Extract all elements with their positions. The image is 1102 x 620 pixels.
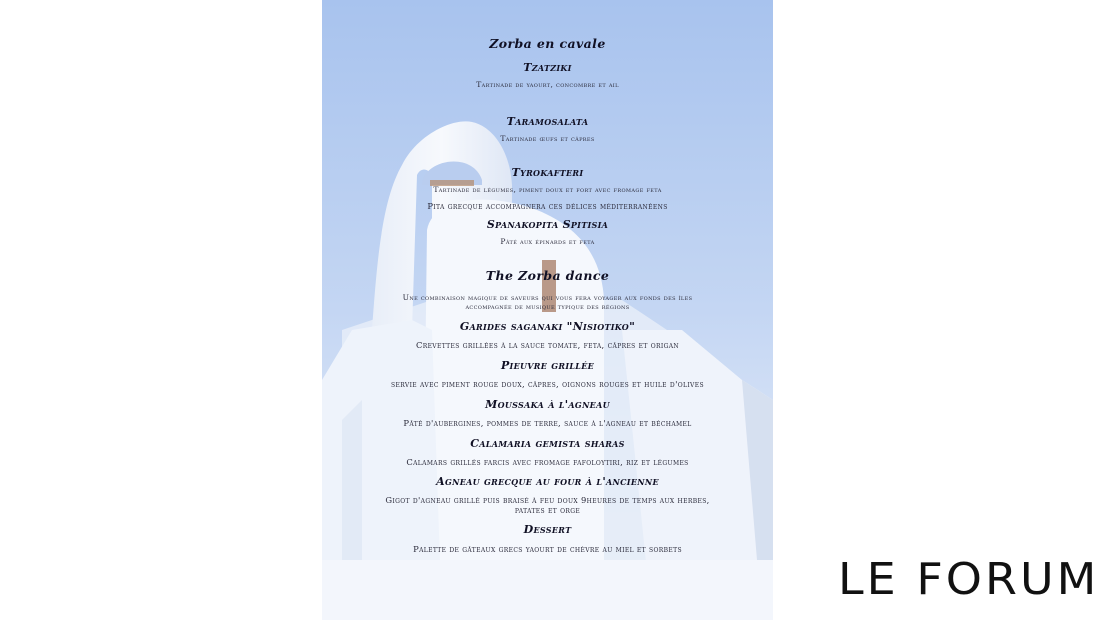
dish-name-taramosalata: Taramosalata <box>506 115 589 128</box>
section-title-zorba-dance: The Zorba dance <box>485 268 610 283</box>
dish-description-agneau-line-2: patates et orge <box>514 505 581 515</box>
dish-description-spanakopita: Pâté aux épinards et feta <box>500 237 595 246</box>
dish-description-pieuvre: servie avec piment rouge doux, câpres, oignons rouges et huile d'olives <box>391 379 704 389</box>
dish-description-tyrokafteri: Tartinade de légumes, piment doux et fort avec fromage feta <box>433 185 662 194</box>
section-intro-line-1: Une combinaison magique de saveurs qui vous fera voyager aux fonds des îles <box>402 293 693 302</box>
pita-note: Pita grecque accompagnera ces délices méditerranéens <box>427 201 668 211</box>
dish-name-moussaka: Moussaka à l'agneau <box>485 398 610 411</box>
dish-description-garides: Crevettes grillées à la sauce tomate, feta, câpres et origan <box>415 340 680 350</box>
menu-page <box>322 0 773 620</box>
dish-name-agneau: Agneau grecque au four à l'ancienne <box>436 475 659 488</box>
dish-description-dessert: Palette de gâteaux grecs yaourt de chèvre au miel et sorbets <box>413 544 682 554</box>
dish-description-taramosalata: Tartinade œufs et câpres <box>500 134 595 143</box>
dish-name-tyrokafteri: Tyrokafteri <box>511 166 584 179</box>
dish-description-moussaka: Pâté d'aubergines, pommes de terre, sauce à l'agneau et béchamel <box>403 418 692 428</box>
dish-name-pieuvre: Pieuvre grillée <box>500 359 595 372</box>
section-title-zorba-en-cavale: Zorba en cavale <box>489 36 606 51</box>
dish-name-spanakopita: Spanakopita Spitisia <box>486 218 609 231</box>
dish-name-calamaria: Calamaria gemista sharas <box>470 437 625 450</box>
dish-name-garides: Garides saganaki "Nisiotiko" <box>459 320 636 333</box>
menu-content <box>322 0 773 620</box>
dish-name-tzatziki: Tzatziki <box>523 61 572 74</box>
dish-description-tzatziki: Tartinade de yaourt, concombre et ail <box>476 80 619 89</box>
dish-description-agneau-line-1: Gigot d'agneau grillé puis braisé à feu doux 9heures de temps aux herbes, <box>385 495 710 505</box>
dish-name-dessert: Dessert <box>523 523 572 536</box>
brand-logo-text: LE FORUM <box>838 552 1100 605</box>
section-intro-line-2: accompagnée de musique typique des régions <box>465 302 630 311</box>
dish-description-calamaria: Calamars grillés farcis avec fromage fafoloytiri, riz et légumes <box>406 457 689 467</box>
